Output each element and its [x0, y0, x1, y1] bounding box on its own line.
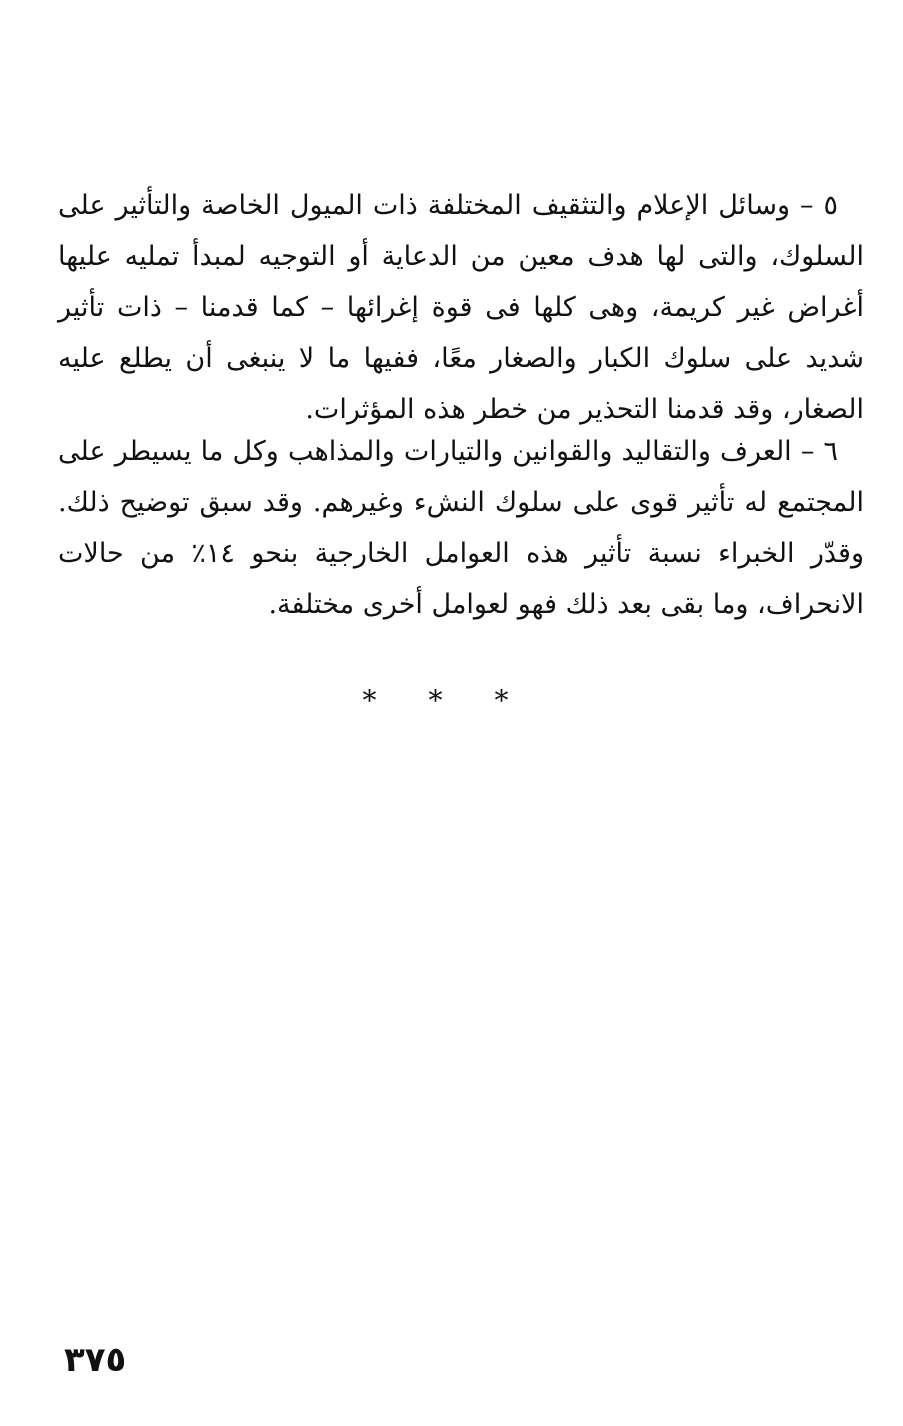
page-number: ٣٧٥ [64, 1340, 127, 1380]
asterisk-icon: * [428, 684, 475, 717]
paragraph-text: ٦ – العرف والتقاليد والقوانين والتيارات والمذاهب وكل ما يسيطر على المجتمع له تأثير قوى على سلوك النشء وغيرهم. وقد سبق توضيح ذلك. وقدّر الخبراء نسبة تأثير هذه العوامل الخارجية بنحو ١٤٪ من حالات الانحراف، وما بقى بعد ذلك فهو لعوامل أخرى مختلفة. [58, 436, 865, 620]
paragraph-5 [58, 180, 864, 435]
section-separator [0, 684, 903, 717]
paragraph-6 [58, 426, 864, 630]
asterisk-icon: * [362, 684, 409, 717]
paragraph-text: ٥ – وسائل الإعلام والتثقيف المختلفة ذات الميول الخاصة والتأثير على السلوك، والتى لها هدف معين من الدعاية أو التوجيه لمبدأ تمليه عليها أغراض غير كريمة، وهى كلها فى قوة إغرائها – كما قدمنا – ذات تأثير شديد على سلوك الكبار والصغار معًا، ففيها ما لا ينبغى أن يطلع عليه الصغار، وقد قدمنا التحذير من خطر هذه المؤثرات. [58, 190, 864, 425]
asterisk-icon: * [494, 684, 541, 717]
